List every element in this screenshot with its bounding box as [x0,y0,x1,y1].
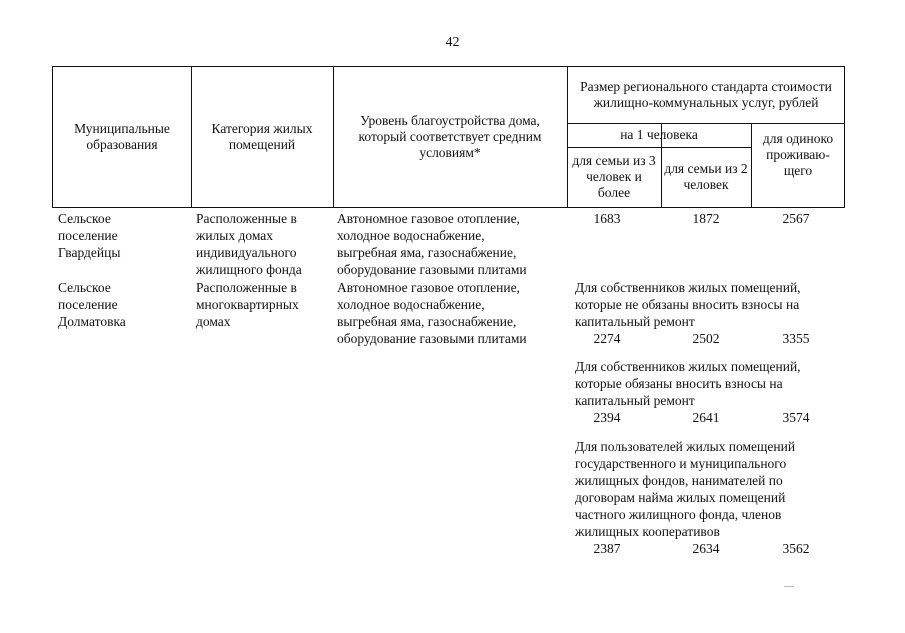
header-family-3: для семьи из 3 человек и более [572,153,656,200]
group1-value-family3: 2274 [593,331,621,346]
group3-value-family3: 2387 [593,541,621,556]
header-per-person: на 1 человека [620,127,698,142]
header-family-2: для семьи из 2 человек [664,161,748,192]
row1-municipality: Сельское поселение Гвардейцы [58,211,121,260]
group2-value-family3: 2394 [593,410,621,425]
header-municipality: Муниципальные образования [74,121,170,152]
group1-value-family2: 2502 [692,331,720,346]
row1-value-family3: 1683 [593,211,621,226]
group1-value-single: 3355 [782,331,810,346]
header-standard-size: Размер регионального стандарта стоимости жилищно-коммунальных услуг, рублей [580,79,832,110]
row1-value-family2: 1872 [692,211,720,226]
group1-label: Для собственников жилых помещений, которые не обязаны вносить взносы на капитальный ремонт [575,280,801,329]
group3-value-single: 3562 [782,541,810,556]
group3-label: Для пользователей жилых помещений государственного и муниципального жилищных фондов, нанимателей по договорам найма жилых помещений частного жилищного фонда, членов жилищных кооперативов [575,439,796,539]
group2-label: Для собственников жилых помещений, которые обязаны вносить взносы на капитальный ремонт [575,359,801,408]
header-single: для одиноко проживаю-щего [762,131,834,178]
header-category: Категория жилых помещений [211,121,313,152]
header-amenities: Уровень благоустройства дома, который соответствует средним условиям* [358,113,542,160]
table-header [52,66,845,208]
row1-category: Расположенные в жилых домах индивидуального жилищного фонда [196,211,302,277]
group2-value-family2: 2641 [692,410,720,425]
row2-municipality: Сельское поселение Долматовка [58,280,126,329]
group3-value-family2: 2634 [692,541,720,556]
scan-mark [784,586,794,587]
row1-value-single: 2567 [782,211,810,226]
row1-amenities: Автономное газовое отопление, холодное водоснабжение, выгребная яма, газоснабжение, оборудование газовыми плитами [337,211,527,277]
row2-amenities: Автономное газовое отопление, холодное водоснабжение, выгребная яма, газоснабжение, оборудование газовыми плитами [337,280,527,346]
page-number: 42 [445,35,460,50]
row2-category: Расположенные в многоквартирных домах [196,280,299,329]
group2-value-single: 3574 [782,410,810,425]
